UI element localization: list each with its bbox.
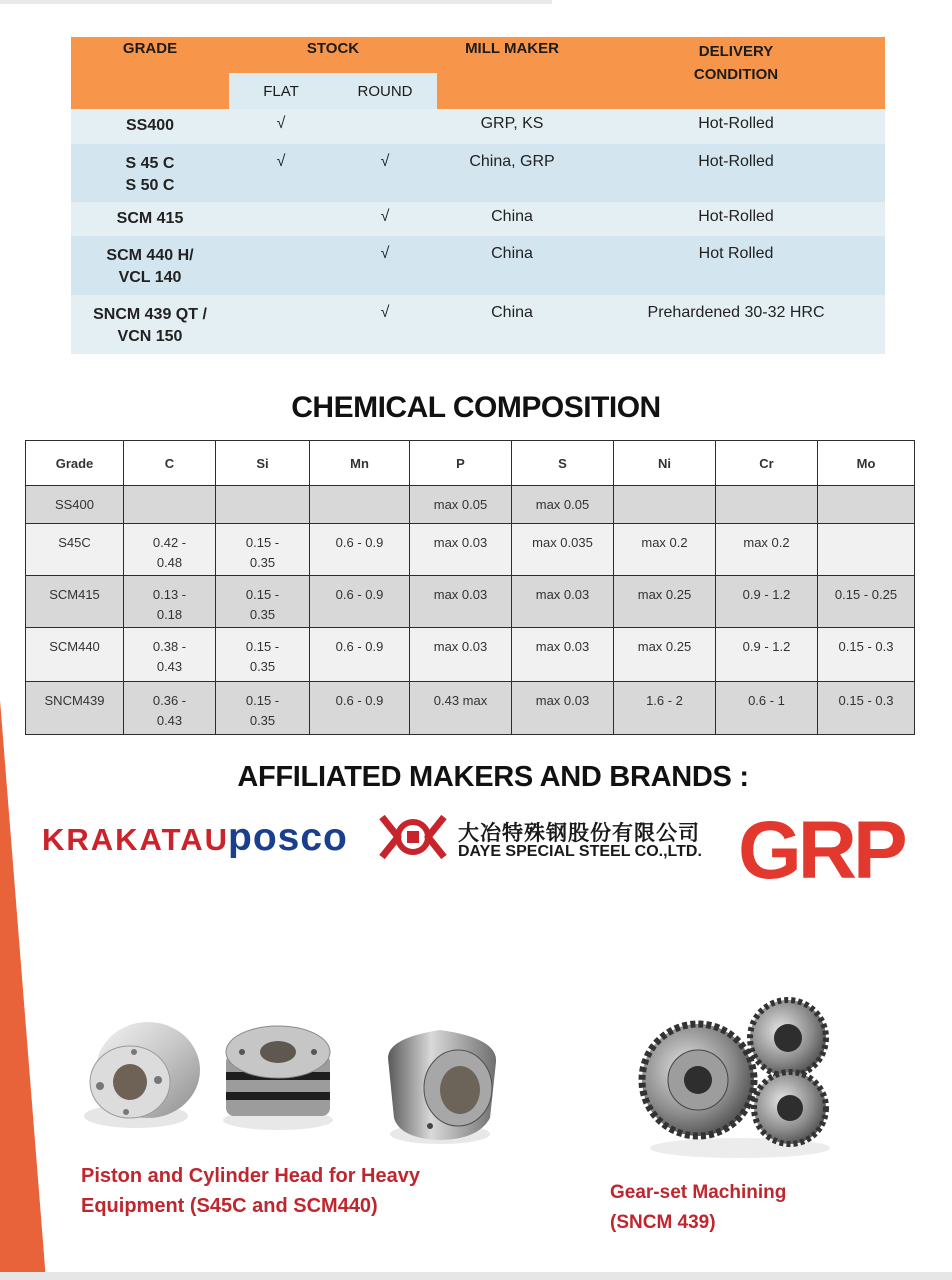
piston-caption-line2: Equipment (S45C and SCM440) (81, 1195, 378, 1217)
grade-cell (71, 295, 229, 354)
piston-parts-photo (78, 1010, 338, 1140)
si-line1: 0.15 - (245, 639, 280, 654)
header-delivery-condition (587, 37, 885, 109)
s-cell: max 0.03 (512, 682, 614, 735)
ni-cell: max 0.2 (614, 524, 716, 576)
cylinder-head-photo (378, 1022, 506, 1152)
table-row (71, 236, 885, 295)
header-si: Si (216, 441, 310, 486)
grade-line1: SNCM 439 QT / (93, 306, 207, 323)
grade-line1: SCM 415 (116, 210, 184, 227)
mn-cell: 0.6 - 0.9 (310, 524, 410, 576)
header-delivery-line2: CONDITION (693, 66, 779, 83)
table-row (26, 628, 915, 682)
stock-table (71, 37, 885, 354)
mo-cell (818, 486, 915, 524)
s-cell: max 0.03 (512, 576, 614, 628)
grade-line1: SS400 (125, 117, 175, 134)
header-cr: Cr (716, 441, 818, 486)
table-row (71, 144, 885, 202)
daye-english-name: DAYE SPECIAL STEEL CO.,LTD. (458, 843, 702, 860)
table-row (26, 576, 915, 628)
grade-cell (71, 236, 229, 295)
c-cell (124, 524, 216, 576)
piston-caption-line1: Piston and Cylinder Head for Heavy (81, 1165, 420, 1187)
table-row (26, 524, 915, 576)
grade-cell: SS400 (26, 486, 124, 524)
mo-cell: 0.15 - 0.25 (818, 576, 915, 628)
grade-line2: VCN 150 (117, 328, 183, 345)
daye-emblem-icon (378, 811, 448, 863)
ni-cell (614, 486, 716, 524)
mo-cell (818, 524, 915, 576)
delivery-cell: Prehardened 30-32 HRC (587, 295, 885, 354)
s-cell: max 0.035 (512, 524, 614, 576)
c-cell (124, 486, 216, 524)
header-mn: Mn (310, 441, 410, 486)
si-line2: 0.35 (249, 607, 276, 622)
grade-line2: VCL 140 (118, 269, 182, 286)
c-line1: 0.36 - (152, 693, 187, 708)
header-stock: STOCK (229, 37, 437, 73)
table-row (26, 682, 915, 735)
mn-cell: 0.6 - 0.9 (310, 682, 410, 735)
delivery-cell: Hot-Rolled (587, 144, 885, 202)
c-cell (124, 682, 216, 735)
grade-cell (71, 202, 229, 236)
table-row (71, 202, 885, 236)
gear-caption (610, 1178, 786, 1238)
grade-cell: S45C (26, 524, 124, 576)
mo-cell: 0.15 - 0.3 (818, 682, 915, 735)
mn-cell (310, 486, 410, 524)
chemical-composition-table (25, 440, 915, 735)
c-line2: 0.43 (156, 713, 183, 728)
daye-chinese-name: 大冶特殊钢股份有限公司 (458, 822, 700, 845)
table-row (71, 295, 885, 354)
si-cell (216, 576, 310, 628)
c-line2: 0.48 (156, 555, 183, 570)
cr-cell: 0.9 - 1.2 (716, 576, 818, 628)
si-line2: 0.35 (249, 713, 276, 728)
round-cell: √ (333, 236, 437, 295)
cr-cell: 0.6 - 1 (716, 682, 818, 735)
piston-caption (81, 1161, 420, 1221)
p-cell: max 0.03 (410, 628, 512, 682)
header-grade: Grade (26, 441, 124, 486)
p-cell: max 0.03 (410, 576, 512, 628)
delivery-cell: Hot-Rolled (587, 109, 885, 144)
flat-cell (229, 236, 333, 295)
c-line2: 0.43 (156, 659, 183, 674)
grade-cell (71, 144, 229, 202)
ni-cell: max 0.25 (614, 628, 716, 682)
si-cell (216, 682, 310, 735)
ni-cell: 1.6 - 2 (614, 682, 716, 735)
si-line2: 0.35 (249, 555, 276, 570)
header-flat: FLAT (229, 73, 333, 109)
mn-cell: 0.6 - 0.9 (310, 576, 410, 628)
gear-caption-line2: (SNCM 439) (610, 1212, 716, 1233)
table-row (71, 109, 885, 144)
header-s: S (512, 441, 614, 486)
s-cell: max 0.03 (512, 628, 614, 682)
grade-cell: SCM440 (26, 628, 124, 682)
chemical-composition-title: CHEMICAL COMPOSITION (291, 391, 661, 424)
c-line1: 0.13 - (152, 587, 187, 602)
bottom-divider (0, 1272, 952, 1280)
mo-cell: 0.15 - 0.3 (818, 628, 915, 682)
cr-cell: 0.9 - 1.2 (716, 628, 818, 682)
krakatau-logo: KRAKATAU (42, 822, 230, 857)
grade-line2: S 50 C (125, 177, 175, 194)
cr-cell: max 0.2 (716, 524, 818, 576)
round-cell: √ (333, 295, 437, 354)
si-cell (216, 628, 310, 682)
gear-set-photo (630, 990, 840, 1160)
p-cell: max 0.05 (410, 486, 512, 524)
table-row (26, 486, 915, 524)
delivery-cell: Hot Rolled (587, 236, 885, 295)
round-cell (333, 109, 437, 144)
maker-cell: GRP, KS (437, 109, 587, 144)
header-delivery-line1: DELIVERY (698, 43, 774, 60)
s-cell: max 0.05 (512, 486, 614, 524)
header-mo: Mo (818, 441, 915, 486)
c-line2: 0.18 (156, 607, 183, 622)
c-cell (124, 576, 216, 628)
flat-cell: √ (229, 109, 333, 144)
header-c: C (124, 441, 216, 486)
si-cell (216, 524, 310, 576)
si-line1: 0.15 - (245, 535, 280, 550)
cr-cell (716, 486, 818, 524)
header-grade: GRADE (71, 37, 229, 109)
mn-cell: 0.6 - 0.9 (310, 628, 410, 682)
grp-logo (738, 812, 912, 884)
p-cell: 0.43 max (410, 682, 512, 735)
grade-line1: S 45 C (125, 155, 175, 172)
affiliated-makers-title: AFFILIATED MAKERS AND BRANDS : (237, 761, 749, 793)
round-cell: √ (333, 144, 437, 202)
grade-cell: SCM415 (26, 576, 124, 628)
delivery-cell: Hot-Rolled (587, 202, 885, 236)
si-line1: 0.15 - (245, 587, 280, 602)
c-cell (124, 628, 216, 682)
gear-caption-line1: Gear-set Machining (610, 1182, 787, 1203)
grade-cell (71, 109, 229, 144)
round-cell: √ (333, 202, 437, 236)
maker-cell: China (437, 236, 587, 295)
si-cell (216, 486, 310, 524)
si-line1: 0.15 - (245, 693, 280, 708)
header-mill-maker: MILL MAKER (437, 37, 587, 109)
header-p: P (410, 441, 512, 486)
grade-line1: SCM 440 H/ (106, 247, 194, 264)
p-cell: max 0.03 (410, 524, 512, 576)
top-divider (0, 0, 552, 4)
header-ni: Ni (614, 441, 716, 486)
maker-cell: China (437, 295, 587, 354)
grp-logo-text: GRP (738, 812, 904, 884)
posco-logo: posco (228, 816, 348, 859)
maker-cell: China, GRP (437, 144, 587, 202)
flat-cell (229, 295, 333, 354)
grade-cell: SNCM439 (26, 682, 124, 735)
si-line2: 0.35 (249, 659, 276, 674)
flat-cell: √ (229, 144, 333, 202)
maker-cell: China (437, 202, 587, 236)
c-line1: 0.38 - (152, 639, 187, 654)
header-round: ROUND (333, 73, 437, 109)
c-line1: 0.42 - (152, 535, 187, 550)
flat-cell (229, 202, 333, 236)
ni-cell: max 0.25 (614, 576, 716, 628)
